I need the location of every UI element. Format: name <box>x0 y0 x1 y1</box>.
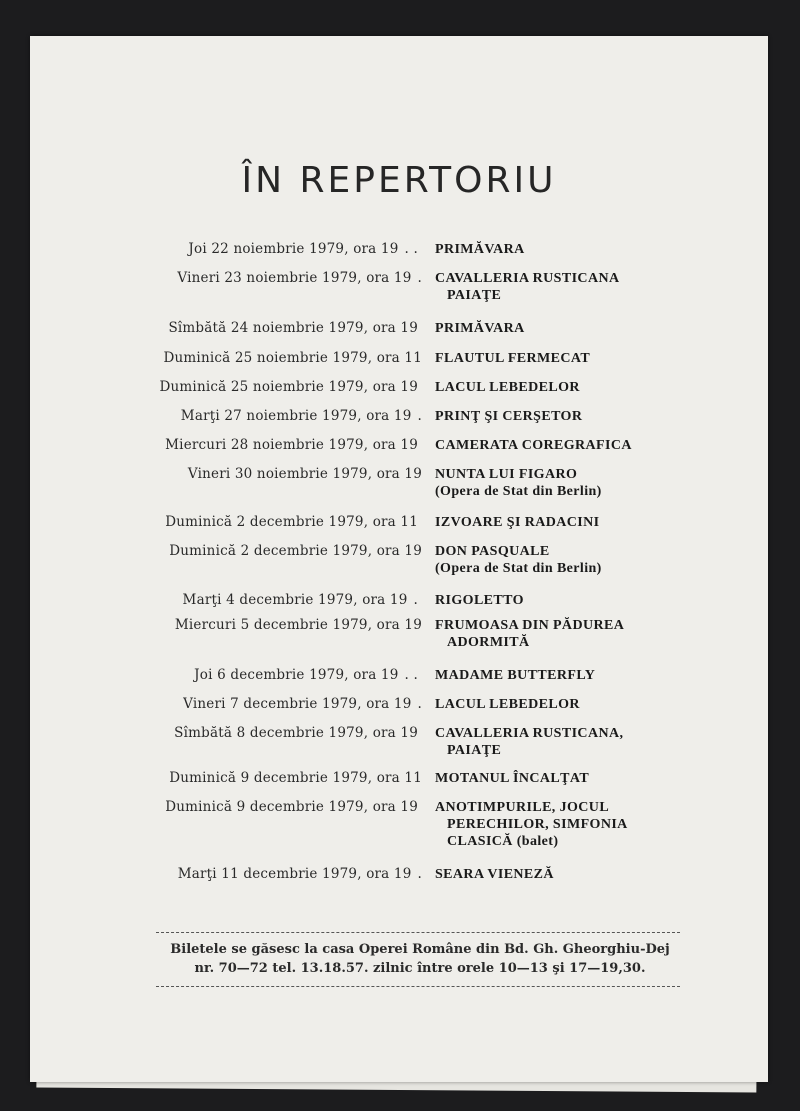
performance-title-line: IZVOARE ŞI RADACINI <box>435 515 600 530</box>
performance-title <box>435 667 595 684</box>
performance-date-text: Duminică 9 decembrie 1979, ora 11 <box>169 770 422 786</box>
performance-title-line: FRUMOASA DIN PĂDUREA <box>435 618 625 633</box>
performance-title <box>435 350 590 367</box>
performance-title-line: PAIAŢE <box>447 288 502 303</box>
performance-date-text: Duminică 2 decembrie 1979, ora 19 <box>169 543 422 559</box>
performance-title-line: PRIMĂVARA <box>435 242 525 257</box>
performance-title-line: FLAUTUL FERMECAT <box>435 351 591 366</box>
performance-date <box>118 592 418 608</box>
leader-dots: . <box>413 592 418 608</box>
performance-date <box>122 466 422 482</box>
performance-date <box>122 696 422 712</box>
performance-date <box>118 667 418 683</box>
performance-title <box>435 543 602 577</box>
performance-title-line: PAIAŢE <box>447 743 502 758</box>
performance-title <box>435 696 580 713</box>
performance-title-line: ADORMITĂ <box>447 635 530 650</box>
performance-date <box>122 866 422 882</box>
performance-date-text: Sîmbătă 24 noiembrie 1979, ora 19 <box>168 320 418 336</box>
performance-title-line: MOTANUL ÎNCALŢAT <box>435 771 590 786</box>
performance-title-line: PRINŢ ŞI CERŞETOR <box>435 409 583 424</box>
footer-top-rule <box>156 932 680 933</box>
leader-dots: . . <box>404 241 418 257</box>
performance-date <box>118 437 418 453</box>
performance-title <box>435 725 623 759</box>
performance-date-text: Marţi 4 decembrie 1979, ora 19 <box>182 592 408 608</box>
performance-date-text: Vineri 23 noiembrie 1979, ora 19 <box>177 270 412 286</box>
performance-date-text: Duminică 2 decembrie 1979, ora 11 <box>165 514 418 530</box>
performance-date-text: Vineri 7 decembrie 1979, ora 19 <box>183 696 412 712</box>
performance-date <box>118 799 418 815</box>
performance-date-text: Marţi 27 noiembrie 1979, ora 19 <box>180 408 412 424</box>
performance-title-line: LACUL LEBEDELOR <box>435 380 580 395</box>
performance-title <box>435 592 524 609</box>
footer-bottom-rule <box>156 986 680 987</box>
performance-title <box>435 408 582 425</box>
performance-date <box>122 543 422 559</box>
performance-date-text: Duminică 25 noiembrie 1979, ora 19 <box>159 379 418 395</box>
performance-title-line: DON PASQUALE <box>435 544 550 559</box>
performance-date-text: Joi 6 decembrie 1979, ora 19 <box>194 667 399 683</box>
performance-date <box>118 241 418 257</box>
performance-title <box>435 270 619 304</box>
performance-title-line: LACUL LEBEDELOR <box>435 697 580 712</box>
page-title: ÎN REPERTORIU <box>241 160 557 202</box>
performance-title-line: NUNTA LUI FIGARO <box>435 467 578 482</box>
performance-date-text: Duminică 25 noiembrie 1979, ora 11 <box>163 350 422 366</box>
performance-date-text: Miercuri 28 noiembrie 1979, ora 19 <box>165 437 418 453</box>
performance-title-line: RIGOLETTO <box>435 593 524 608</box>
performance-date-text: Vineri 30 noiembrie 1979, ora 19 <box>187 466 422 482</box>
performance-title-line: PERECHILOR, SIMFONIA <box>447 817 628 832</box>
performance-title-line: SEARA VIENEZĂ <box>435 867 554 882</box>
performance-title <box>435 320 525 337</box>
performance-title-line: PRIMĂVARA <box>435 321 525 336</box>
performance-title-line: CAVALLERIA RUSTICANA, <box>435 726 624 741</box>
performance-title <box>435 866 554 883</box>
performance-title-line: MADAME BUTTERFLY <box>435 668 596 683</box>
performance-title-line: (Opera de Stat din Berlin) <box>435 561 602 576</box>
performance-date <box>122 270 422 286</box>
performance-date <box>122 770 422 786</box>
performance-title-line: ANOTIMPURILE, JOCUL <box>435 800 610 815</box>
program-sheet <box>30 36 768 1082</box>
performance-title <box>435 379 580 396</box>
performance-title <box>435 437 632 454</box>
performance-date <box>122 617 422 633</box>
performance-date <box>122 408 422 424</box>
performance-date-text: Sîmbătă 8 decembrie 1979, ora 19 <box>174 725 418 741</box>
performance-title <box>435 241 525 258</box>
performance-date <box>118 320 418 336</box>
leader-dots: . <box>417 696 422 712</box>
ticket-info-line-1: Biletele se găsesc la casa Operei Române din Bd. Gh. Gheorghiu-Dej <box>170 942 670 957</box>
performance-title <box>435 770 589 787</box>
leader-dots: . <box>417 866 422 882</box>
leader-dots: . . <box>404 667 418 683</box>
performance-date-text: Duminică 9 decembrie 1979, ora 19 <box>165 799 418 815</box>
performance-date <box>118 725 418 741</box>
leader-dots: . <box>417 270 422 286</box>
performance-title-line: CLASICĂ (balet) <box>447 834 559 849</box>
performance-date <box>118 514 418 530</box>
performance-title <box>435 466 602 500</box>
performance-title-line: CAMERATA COREGRAFICA <box>435 438 632 453</box>
performance-date-text: Miercuri 5 decembrie 1979, ora 19 <box>174 617 422 633</box>
performance-date <box>118 379 418 395</box>
performance-title <box>435 617 624 651</box>
ticket-info-line-2: nr. 70—72 tel. 13.18.57. zilnic între orele 10—13 şi 17—19,30. <box>194 961 646 976</box>
performance-title <box>435 799 628 850</box>
performance-date-text: Joi 22 noiembrie 1979, ora 19 <box>188 241 399 257</box>
performance-title <box>435 514 599 531</box>
performance-date-text: Marţi 11 decembrie 1979, ora 19 <box>177 866 412 882</box>
performance-title-line: (Opera de Stat din Berlin) <box>435 484 602 499</box>
leader-dots: . <box>417 408 422 424</box>
performance-date <box>122 350 422 366</box>
ticket-info <box>150 940 690 978</box>
performance-title-line: CAVALLERIA RUSTICANA <box>435 271 620 286</box>
